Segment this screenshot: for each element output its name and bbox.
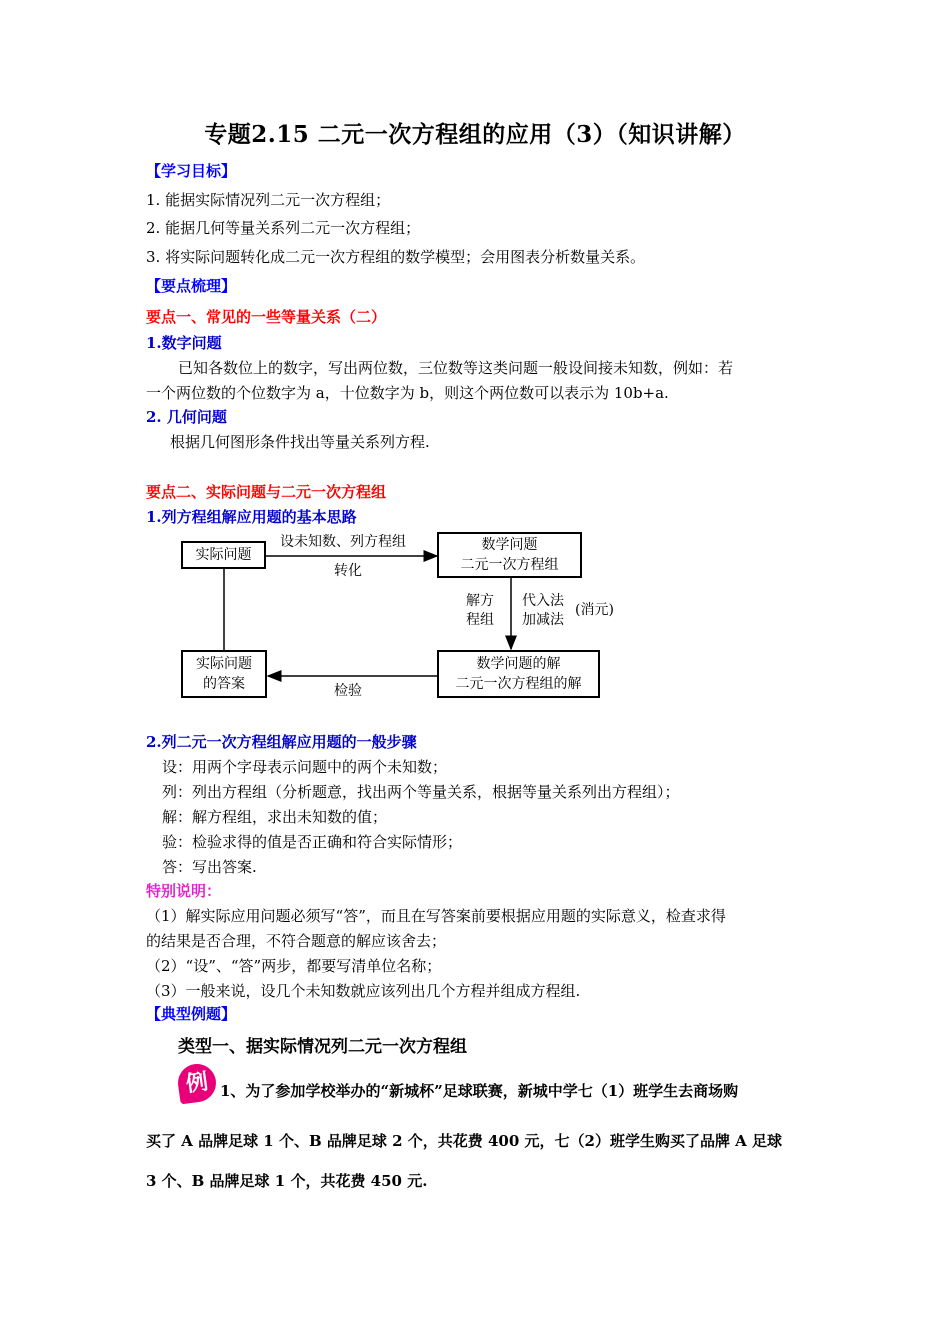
- flow-box-text: 二元一次方程组: [460, 557, 559, 573]
- note-line: 的结果是否合理，不符合题意的解应该舍去；: [146, 932, 447, 950]
- flow-label-elimination: 加减法: [522, 612, 564, 628]
- flow-box-math-solution: [437, 650, 600, 698]
- flow-box-real-problem: [181, 541, 266, 569]
- flow-box-text: 的答案: [203, 676, 245, 692]
- example-badge-icon: 例: [176, 1062, 219, 1105]
- number-problem-heading: 1.数字问题: [146, 334, 222, 352]
- key-points-tag: 【要点梳理】: [146, 277, 237, 295]
- flow-label-substitution: 代入法: [522, 593, 564, 609]
- goal-item: 2. 能据几何等量关系列二元一次方程组；: [146, 219, 421, 237]
- flow-box-real-answer: [181, 650, 267, 698]
- step-item: 答：写出答案.: [162, 858, 257, 876]
- special-note-heading: 特别说明：: [146, 882, 222, 900]
- flow-box-text: 实际问题: [196, 656, 252, 672]
- flow-label-solve: 程组: [466, 612, 494, 628]
- goal-item: 1. 能据实际情况列二元一次方程组；: [146, 191, 391, 209]
- flow-box-text: 二元一次方程组的解: [455, 676, 582, 692]
- number-problem-text: 一个两位数的个位数字为 a，十位数字为 b，则这个两位数可以表示为 10b+a.: [146, 384, 669, 402]
- page-title: 专题2.15 二元一次方程组的应用（3）（知识讲解）: [204, 121, 746, 148]
- flow-label-eliminate-var: (消元): [575, 602, 614, 618]
- geometry-problem-heading: 2. 几何问题: [146, 408, 227, 426]
- number-problem-text: 已知各数位上的数字，写出两位数，三位数等这类问题一般设间接未知数，例如：若: [178, 359, 734, 377]
- flow-box-text: 数学问题的解: [476, 656, 561, 672]
- flow-box-text: 数学问题: [481, 537, 538, 553]
- geometry-problem-text: 根据几何图形条件找出等量关系列方程.: [170, 433, 430, 451]
- general-steps-heading: 2.列二元一次方程组解应用题的一般步骤: [146, 733, 417, 751]
- step-item: 验：检验求得的值是否正确和符合实际情形；: [162, 833, 463, 851]
- step-item: 解：解方程组，求出未知数的值；: [162, 808, 388, 826]
- basic-approach-heading: 1.列方程组解应用题的基本思路: [146, 508, 357, 526]
- flow-box-math-problem: [437, 532, 582, 578]
- examples-tag: 【典型例题】: [146, 1005, 237, 1023]
- flow-label-convert: 转化: [334, 563, 362, 579]
- step-item: 列：列出方程组（分析题意，找出两个等量关系，根据等量关系列出方程组）；: [162, 783, 680, 801]
- flow-label-verify: 检验: [334, 683, 362, 699]
- type1-heading: 类型一、据实际情况列二元一次方程组: [178, 1037, 467, 1057]
- step-item: 设：用两个字母表示问题中的两个未知数；: [162, 758, 448, 776]
- goal-item: 3. 将实际问题转化成二元一次方程组的数学模型；会用图表分析数量关系。: [146, 248, 646, 266]
- note-line: （2）“设”、“答”两步，都要写清单位名称；: [146, 957, 442, 975]
- point1-heading: 要点一、常见的一些等量关系（二）: [146, 308, 387, 326]
- example-text: 3 个、B 品牌足球 1 个，共花费 450 元.: [146, 1172, 428, 1190]
- example-text: 1、为了参加学校举办的“新城杯”足球联赛，新城中学七（1）班学生去商场购: [220, 1082, 739, 1100]
- point2-heading: 要点二、实际问题与二元一次方程组: [146, 483, 387, 501]
- flow-label-set-unknowns: 设未知数、列方程组: [280, 534, 406, 550]
- flow-label-solve: 解方: [466, 593, 494, 609]
- flow-box-text: 实际问题: [195, 547, 252, 563]
- learning-goals-tag: 【学习目标】: [146, 162, 237, 180]
- note-line: （3）一般来说，设几个未知数就应该列出几个方程并组成方程组.: [146, 982, 581, 1000]
- example-text: 买了 A 品牌足球 1 个、B 品牌足球 2 个，共花费 400 元，七（2）班学生购买了品牌 A 足球: [146, 1132, 783, 1150]
- note-line: （1）解实际应用问题必须写“答”，而且在写答案前要根据应用题的实际意义，检查求得: [146, 907, 726, 925]
